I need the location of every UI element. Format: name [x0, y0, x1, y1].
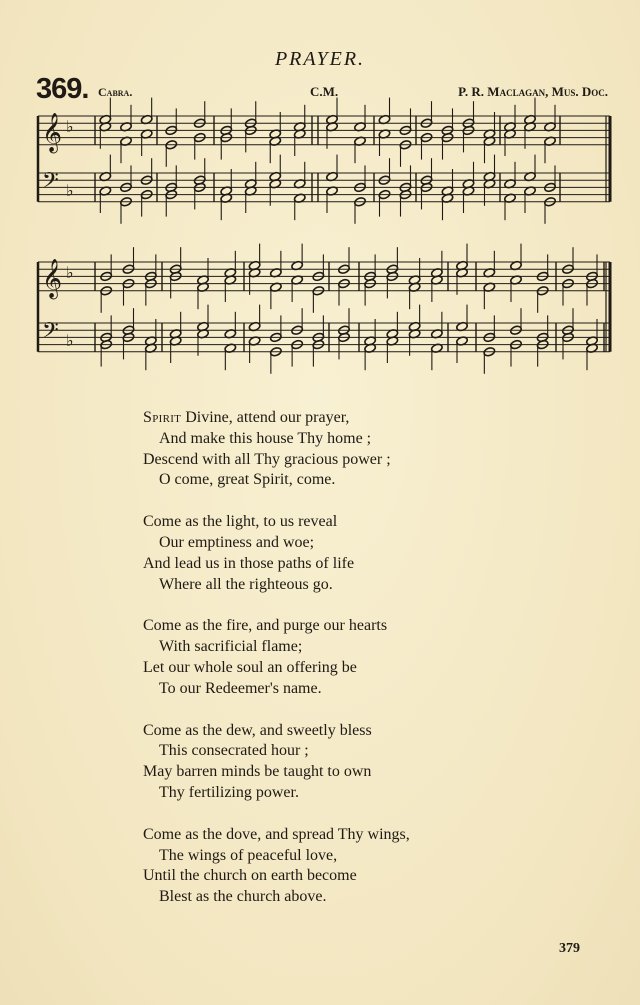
stanza-line: Until the church on earth become: [143, 867, 357, 885]
bass-clef: 𝄢: [42, 318, 59, 349]
stanza-line: Descend with all Thy gracious power ;: [143, 450, 391, 468]
tune-name: Cabra.: [98, 85, 133, 99]
stanza-4: [143, 721, 543, 804]
page-number: 379: [559, 941, 580, 956]
stanza-line: With sacrificial flame;: [159, 638, 303, 656]
section-title: PRAYER.: [274, 48, 366, 70]
stanza-line: The wings of peaceful love,: [159, 846, 338, 864]
stanza-first-word: Spirit: [143, 409, 182, 426]
stanza-line: And lead us in those paths of life: [143, 554, 355, 572]
stanza-line: O come, great Spirit, come.: [159, 471, 336, 489]
stanza-line: Let our whole soul an offering be: [143, 658, 357, 676]
stanza-2: [143, 512, 543, 595]
stanza-line: This consecrated hour ;: [159, 742, 309, 760]
composer: P. R. Maclagan, Mus. Doc.: [458, 84, 608, 99]
flat-sign: ♭: [66, 116, 74, 136]
stanza-5: [143, 825, 543, 908]
bass-clef: 𝄢: [42, 168, 59, 199]
stanza-line: To our Redeemer's name.: [159, 679, 322, 697]
stanza-line: Come as the light, to us reveal: [143, 513, 338, 531]
stanza-line: And make this house Thy home ;: [159, 429, 372, 447]
stanza-line: Come as the dove, and spread Thy wings,: [143, 825, 410, 843]
treble-clef: 𝄞: [42, 112, 63, 153]
stanza-line: Blest as the church above.: [159, 888, 327, 906]
treble-clef: 𝄞: [42, 258, 63, 299]
stanza-line-text: Divine, attend our prayer,: [185, 409, 350, 426]
music-score: [0, 0, 640, 400]
flat-sign: ♭: [66, 331, 74, 351]
hymn-text: [143, 408, 543, 929]
meter: C.M.: [310, 84, 339, 99]
stanza-line: Our emptiness and woe;: [159, 533, 315, 551]
stanza-line: Thy fertilizing power.: [159, 783, 299, 801]
stanza-line: May barren minds be taught to own: [143, 763, 372, 781]
stanza-3: [143, 616, 543, 699]
stanza-line: Where all the righteous go.: [159, 575, 333, 593]
stanza-line: [143, 408, 543, 429]
hymn-number: 369.: [36, 73, 89, 105]
flat-sign: ♭: [66, 181, 74, 201]
stanza-line: Come as the fire, and purge our hearts: [143, 617, 388, 635]
stanza-1: [143, 408, 543, 491]
stanza-line: Come as the dew, and sweetly bless: [143, 721, 372, 739]
flat-sign: ♭: [66, 262, 74, 282]
